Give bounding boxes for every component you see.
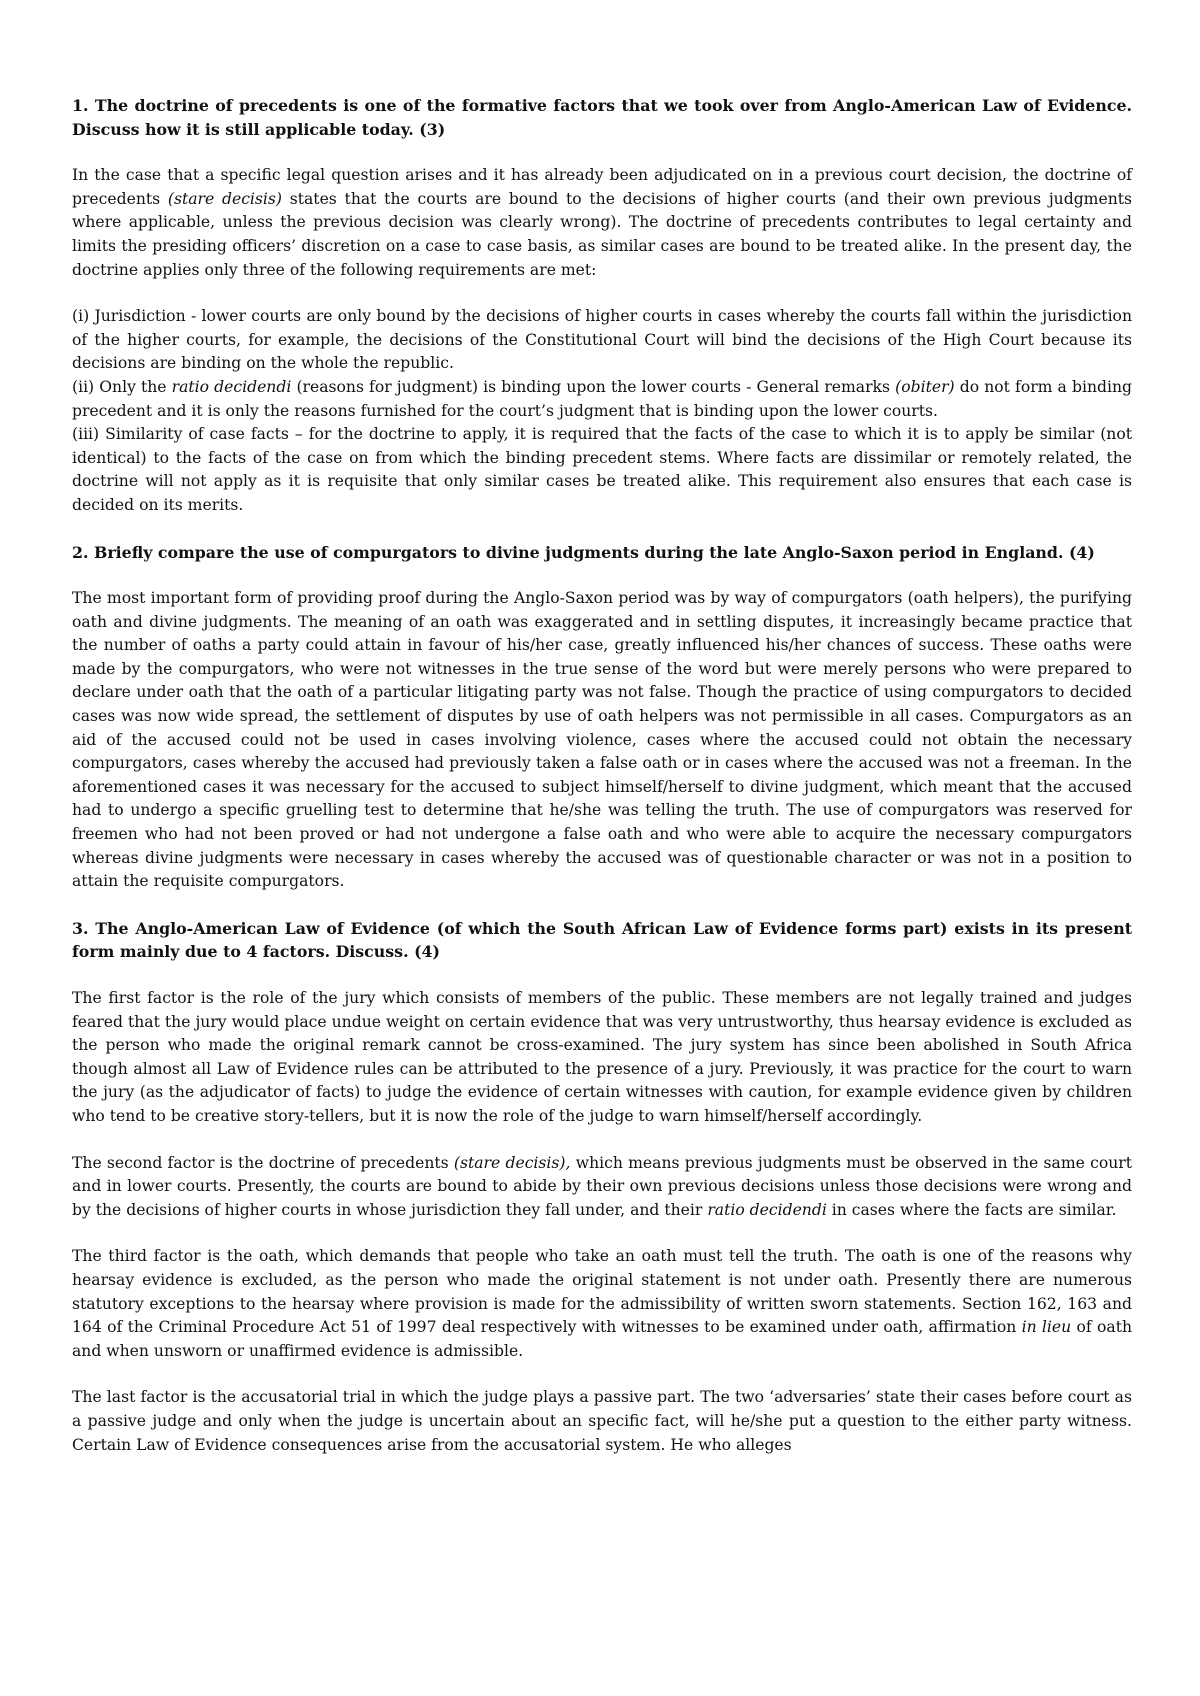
text-span: (reasons for judgment) is binding upon the lower courts - General remarks: [291, 377, 896, 396]
question-1-requirements: [72, 305, 1132, 517]
requirement-jurisdiction: (i) Jurisdiction - lower courts are only bound by the decisions of higher courts in cases whereby the courts fall within the jurisdiction of the higher courts, for example, the decisions of the Constitutional Court will bind the decisions of the High Court because its decisions are binding on the whole the republic.: [72, 307, 1132, 373]
question-3-paragraph-4: The last factor is the accusatorial trial in which the judge plays a passive part. The two ‘adversaries’ state their cases before court as a passive judge and only when the judge is uncertain about an specific fact, will he/she put a question to the either party witness. Certain Law of Evidence consequences arise from the accusatorial system. He who alleges: [72, 1388, 1132, 1454]
question-3-paragraph-1: The first factor is the role of the jury which consists of members of the public. These members are not legally trained and judges feared that the jury would place undue weight on certain evidence that was very untrustworthy, thus hearsay evidence is excluded as the person who made the original remark cannot be cross-examined. The jury system has since been abolished in South Africa though almost all Law of Evidence rules can be attributed to the presence of a jury. Previously, it was practice for the court to warn the jury (as the adjudicator of facts) to judge the evidence of certain witnesses with caution, for example evidence given by children who tend to be creative story-tellers, but it is now the role of the judge to warn himself/herself accordingly.: [72, 989, 1132, 1125]
text-span: In the case that a specific legal question arises and it has already been adjudicated on in a previous court decision, the doctrine of precedents: [72, 166, 1132, 208]
question-3-paragraph-2: [72, 1152, 1132, 1223]
text-span: in cases where the facts are similar.: [826, 1200, 1117, 1219]
text-span: of oath and when unsworn or unaffirmed evidence is admissible.: [72, 1318, 1132, 1360]
text-span: The third factor is the oath, which demands that people who take an oath must tell the truth. The oath is one of the reasons why hearsay evidence is excluded, as the person who made the original statement is not under oath. Presently there are numerous statutory exceptions to the hearsay where provision is made for the admissibility of written sworn statements. Section 162, 163 and 164 of the Criminal Procedure Act 51 of 1997 deal respectively with witnesses to be examined under oath, affirmation: [72, 1247, 1132, 1337]
italic-term: (obiter): [895, 377, 955, 396]
question-2-paragraph-1: The most important form of providing proof during the Anglo-Saxon period was by way of compurgators (oath helpers), the purifying oath and divine judgments. The meaning of an oath was exaggerated and in settling disputes, it increasingly became practice that the number of oaths a party could attain in favour of his/her case, greatly influenced his/her chances of success. These oaths were made by the compurgators, who were not witnesses in the true sense of the word but were merely persons who were prepared to declare under oath that the oath of a particular litigating party was not false. Though the practice of using compurgators to decided cases was now wide spread, the settlement of disputes by use of oath helpers was not permissible in all cases. Compurgators as an aid of the accused could not be used in cases involving violence, cases where the accused could not obtain the necessary compurgators, cases whereby the accused had previously taken a false oath or in cases where the accused was not a freeman. In the aforementioned cases it was necessary for the accused to subject himself/herself to divine judgment, which meant that the accused had to undergo a specific gruelling test to determine that he/she was telling the truth. The use of compurgators was reserved for freemen who had not been proved or had not undergone a false oath and who were able to acquire the necessary compurgators whereas divine judgments were necessary in cases whereby the accused was of questionable character or was not in a position to attain the requisite compurgators.: [72, 589, 1132, 891]
italic-term: in lieu: [1021, 1318, 1072, 1337]
question-2-heading: 2. Briefly compare the use of compurgators to divine judgments during the late Anglo-Saxon period in England. (4): [72, 542, 1095, 562]
question-3-paragraph-3: [72, 1245, 1132, 1363]
text-span: do not form a binding precedent and it is only the reasons furnished for the court’s judgment that is binding upon the lower courts.: [72, 377, 1132, 420]
requirement-similarity: (iii) Similarity of case facts – for the doctrine to apply, it is required that the facts of the case to which it is to apply be similar (not identical) to the facts of the case on from which the binding precedent stems. Where facts are dissimilar or remotely related, the doctrine will not apply as it is requisite that only similar cases be treated alike. This requirement also ensures that each case is decided on its merits.: [72, 425, 1132, 514]
italic-term: ratio decidendi: [171, 377, 292, 396]
italic-term: ratio decidendi: [707, 1200, 827, 1219]
document-page: [72, 94, 1132, 1480]
text-span: The second factor is the doctrine of precedents: [72, 1153, 454, 1172]
text-span: states that the courts are bound to the decisions of higher courts (and their own previous judgments where applicable, unless the previous decision was clearly wrong). The doctrine of precedents contributes to legal certainty and limits the presiding officers’ discretion on a case to case basis, as similar cases are bound to be treated alike. In the present day, the doctrine applies only three of the following requirements are met:: [72, 189, 1133, 279]
question-3-heading: 3. The Anglo-American Law of Evidence (of which the South African Law of Evidence forms part) exists in its present form mainly due to 4 factors. Discuss. (4): [72, 918, 1132, 962]
question-1-heading: 1. The doctrine of precedents is one of the formative factors that we took over from Anglo-American Law of Evidence. Discuss how it is still applicable today. (3): [72, 96, 1132, 139]
question-1-paragraph-1: [72, 164, 1132, 282]
text-span: which means previous judgments must be observed in the same court and in lower courts. Presently, the courts are bound to abide by their own previous decisions unless those decisions were wrong and by the decisions of higher courts in whose jurisdiction they fall under, and their: [72, 1153, 1132, 1219]
italic-term: (stare decisis): [167, 189, 282, 208]
requirement-ratio-decidendi: [72, 376, 1132, 423]
text-span: (ii) Only the: [72, 377, 172, 396]
italic-term: (stare decisis),: [453, 1153, 571, 1172]
